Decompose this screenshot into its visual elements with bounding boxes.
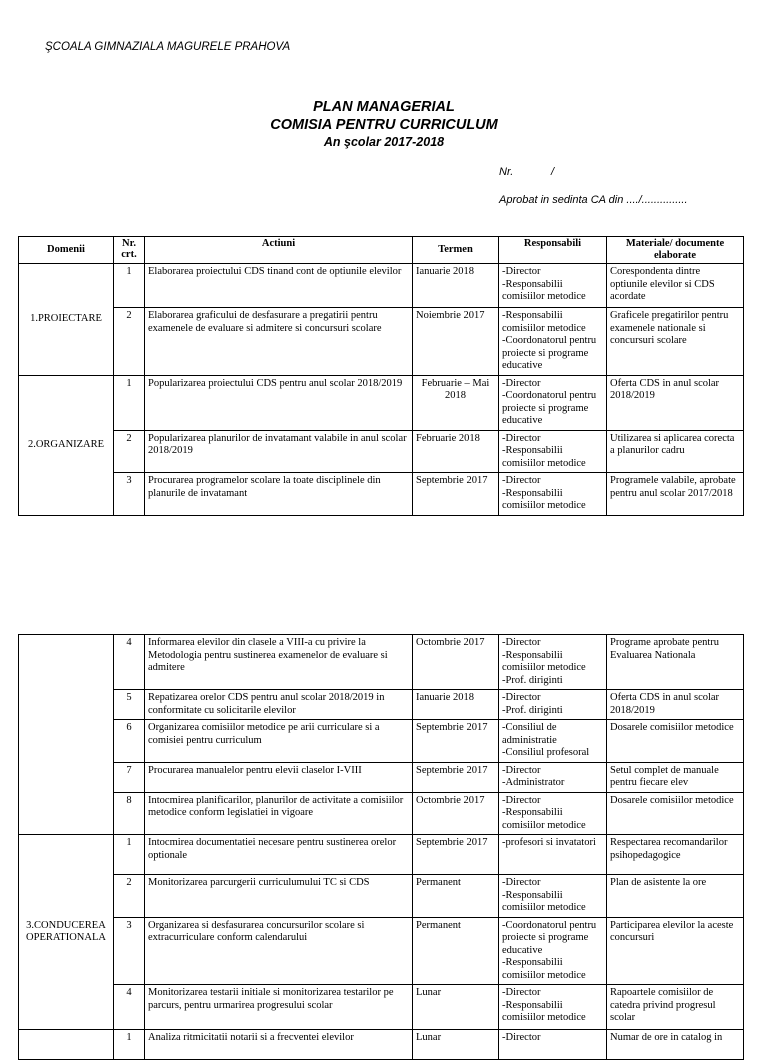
row-materiale: Oferta CDS in anul scolar 2018/2019 xyxy=(607,375,744,430)
row-termen: Permanent xyxy=(413,875,499,918)
row-nr: 2 xyxy=(114,308,145,376)
row-materiale: Graficele pregatirilor pentru examenele nationale si concursuri scolare xyxy=(607,308,744,376)
plan-table-part-2 xyxy=(18,634,744,1060)
row-materiale: Setul complet de manuale pentru fiecare elev xyxy=(607,762,744,792)
table-row xyxy=(19,792,744,835)
row-nr: 1 xyxy=(114,1030,145,1060)
table-row xyxy=(19,917,744,985)
row-termen: Septembrie 2017 xyxy=(413,835,499,875)
table-header-row xyxy=(19,237,744,264)
row-responsabili: -Consiliul de administratie -Consiliul profesoral xyxy=(499,720,607,763)
row-termen: Septembrie 2017 xyxy=(413,473,499,516)
row-nr: 8 xyxy=(114,792,145,835)
row-termen: Permanent xyxy=(413,917,499,985)
table-row xyxy=(19,835,744,875)
row-termen: Ianuarie 2018 xyxy=(413,690,499,720)
row-actiune: Organizarea si desfasurarea concursurilor scolare si extracurriculare conform calendarului xyxy=(145,917,413,985)
row-materiale: Respectarea recomandarilor psihopedagogice xyxy=(607,835,744,875)
row-responsabili: -Director -Responsabilii comisiilor metodice xyxy=(499,473,607,516)
row-nr: 7 xyxy=(114,762,145,792)
row-nr: 1 xyxy=(114,835,145,875)
row-responsabili: -Director -Responsabilii comisiilor metodice xyxy=(499,264,607,308)
row-materiale: Dosarele comisiilor metodice xyxy=(607,792,744,835)
table-row xyxy=(19,635,744,690)
row-responsabili: -Director -Responsabilii comisiilor metodice xyxy=(499,430,607,473)
row-responsabili: -Director -Administrator xyxy=(499,762,607,792)
school-name: ŞCOALA GIMNAZIALA MAGURELE PRAHOVA xyxy=(45,41,291,53)
row-actiune: Popularizarea planurilor de invatamant valabile in anul scolar 2018/2019 xyxy=(145,430,413,473)
header-materiale: Materiale/ documente elaborate xyxy=(607,237,744,264)
row-termen: Septembrie 2017 xyxy=(413,762,499,792)
row-termen: Februarie 2018 xyxy=(413,430,499,473)
table-row xyxy=(19,875,744,918)
row-actiune: Monitorizarea parcurgerii curriculumului TC si CDS xyxy=(145,875,413,918)
row-responsabili: -profesori si invatatori xyxy=(499,835,607,875)
row-nr: 3 xyxy=(114,917,145,985)
row-nr: 3 xyxy=(114,473,145,516)
school-year: An şcolar 2017-2018 xyxy=(323,135,445,149)
document-title: PLAN MANAGERIAL xyxy=(313,99,455,115)
header-domenii: Domenii xyxy=(19,237,114,264)
row-termen: Octombrie 2017 xyxy=(413,792,499,835)
row-nr: 1 xyxy=(114,375,145,430)
row-responsabili: -Director xyxy=(499,1030,607,1060)
row-actiune: Repatizarea orelor CDS pentru anul scolar 2018/2019 in conformitate cu solicitarile elevilor xyxy=(145,690,413,720)
row-nr: 4 xyxy=(114,635,145,690)
header-nr-crt: Nr. crt. xyxy=(114,237,145,264)
row-termen: Noiembrie 2017 xyxy=(413,308,499,376)
row-actiune: Intocmirea documentatiei necesare pentru sustinerea orelor optionale xyxy=(145,835,413,875)
row-nr: 4 xyxy=(114,985,145,1030)
row-responsabili: -Director -Responsabilii comisiilor metodice -Prof. diriginti xyxy=(499,635,607,690)
registration-number-label: Nr. xyxy=(499,166,514,178)
row-actiune: Analiza ritmicitatii notarii si a frecventei elevilor xyxy=(145,1030,413,1060)
approval-note: Aprobat in sedinta CA din ..../............... xyxy=(499,194,688,206)
row-materiale: Participarea elevilor la aceste concursuri xyxy=(607,917,744,985)
row-actiune: Intocmirea planificarilor, planurilor de activitate a comisiilor metodice conform legislatiei in vigoare xyxy=(145,792,413,835)
row-nr: 1 xyxy=(114,264,145,308)
domain-conducerea: 3.CONDUCEREA OPERATIONALA xyxy=(19,835,114,1030)
table-row xyxy=(19,473,744,516)
header-termen: Termen xyxy=(413,237,499,264)
row-actiune: Procurarea programelor scolare la toate disciplinele din planurile de invatamant xyxy=(145,473,413,516)
registration-number-slash: / xyxy=(551,166,555,178)
row-actiune: Monitorizarea testarii initiale si monitorizarea testarilor pe parcurs, pentru urmarirea progresului scolar xyxy=(145,985,413,1030)
row-materiale: Programe aprobate pentru Evaluarea Nationala xyxy=(607,635,744,690)
row-responsabili: -Director -Responsabilii comisiilor metodice xyxy=(499,985,607,1030)
table-row xyxy=(19,375,744,430)
table-row xyxy=(19,985,744,1030)
document-subtitle: COMISIA PENTRU CURRICULUM xyxy=(270,117,498,133)
row-materiale: Oferta CDS in anul scolar 2018/2019 xyxy=(607,690,744,720)
table-row xyxy=(19,430,744,473)
row-termen: Octombrie 2017 xyxy=(413,635,499,690)
table-row xyxy=(19,308,744,376)
row-actiune: Organizarea comisiilor metodice pe arii curriculare si a comisiei pentru curriculum xyxy=(145,720,413,763)
row-materiale: Utilizarea si aplicarea corecta a planurilor cadru xyxy=(607,430,744,473)
row-responsabili: -Director -Responsabilii comisiilor metodice xyxy=(499,875,607,918)
header-responsabili: Responsabili xyxy=(499,237,607,264)
plan-table-part-1 xyxy=(18,236,744,516)
row-nr: 5 xyxy=(114,690,145,720)
domain-organizare: 2.ORGANIZARE xyxy=(19,375,114,515)
row-termen: Ianuarie 2018 xyxy=(413,264,499,308)
row-actiune: Elaborarea graficului de desfasurare a pregatirii pentru examenele de evaluare si admitere si concursuri scolare xyxy=(145,308,413,376)
table-row xyxy=(19,1030,744,1060)
row-materiale: Dosarele comisiilor metodice xyxy=(607,720,744,763)
row-termen: Februarie – Mai 2018 xyxy=(413,375,499,430)
row-materiale: Numar de ore in catalog in xyxy=(607,1030,744,1060)
row-materiale: Programele valabile, aprobate pentru anul scolar 2017/2018 xyxy=(607,473,744,516)
table-row xyxy=(19,762,744,792)
domain-next xyxy=(19,1030,114,1060)
row-termen: Lunar xyxy=(413,1030,499,1060)
row-nr: 2 xyxy=(114,875,145,918)
row-responsabili: -Coordonatorul pentru proiecte si programe educative -Responsabilii comisiilor metodice xyxy=(499,917,607,985)
row-nr: 2 xyxy=(114,430,145,473)
row-actiune: Popularizarea proiectului CDS pentru anul scolar 2018/2019 xyxy=(145,375,413,430)
row-materiale: Plan de asistente la ore xyxy=(607,875,744,918)
header-actiuni: Actiuni xyxy=(145,237,413,264)
table-row xyxy=(19,690,744,720)
row-responsabili: -Director -Responsabilii comisiilor metodice xyxy=(499,792,607,835)
row-nr: 6 xyxy=(114,720,145,763)
row-materiale: Rapoartele comisiilor de catedra privind progresul scolar xyxy=(607,985,744,1030)
row-actiune: Informarea elevilor din clasele a VIII-a cu privire la Metodologia pentru sustinerea examenelor de evaluare si admitere xyxy=(145,635,413,690)
row-responsabili: -Director -Prof. diriginti xyxy=(499,690,607,720)
domain-proiectare: 1.PROIECTARE xyxy=(19,264,114,376)
row-actiune: Elaborarea proiectului CDS tinand cont de optiunile elevilor xyxy=(145,264,413,308)
row-termen: Lunar xyxy=(413,985,499,1030)
row-responsabili: -Responsabilii comisiilor metodice -Coordonatorul pentru proiecte si programe educative xyxy=(499,308,607,376)
domain-organizare-continued xyxy=(19,635,114,835)
row-materiale: Corespondenta dintre optiunile elevilor si CDS acordate xyxy=(607,264,744,308)
row-termen: Septembrie 2017 xyxy=(413,720,499,763)
row-responsabili: -Director -Coordonatorul pentru proiecte si programe educative xyxy=(499,375,607,430)
row-actiune: Procurarea manualelor pentru elevii claselor I-VIII xyxy=(145,762,413,792)
table-row xyxy=(19,264,744,308)
table-row xyxy=(19,720,744,763)
